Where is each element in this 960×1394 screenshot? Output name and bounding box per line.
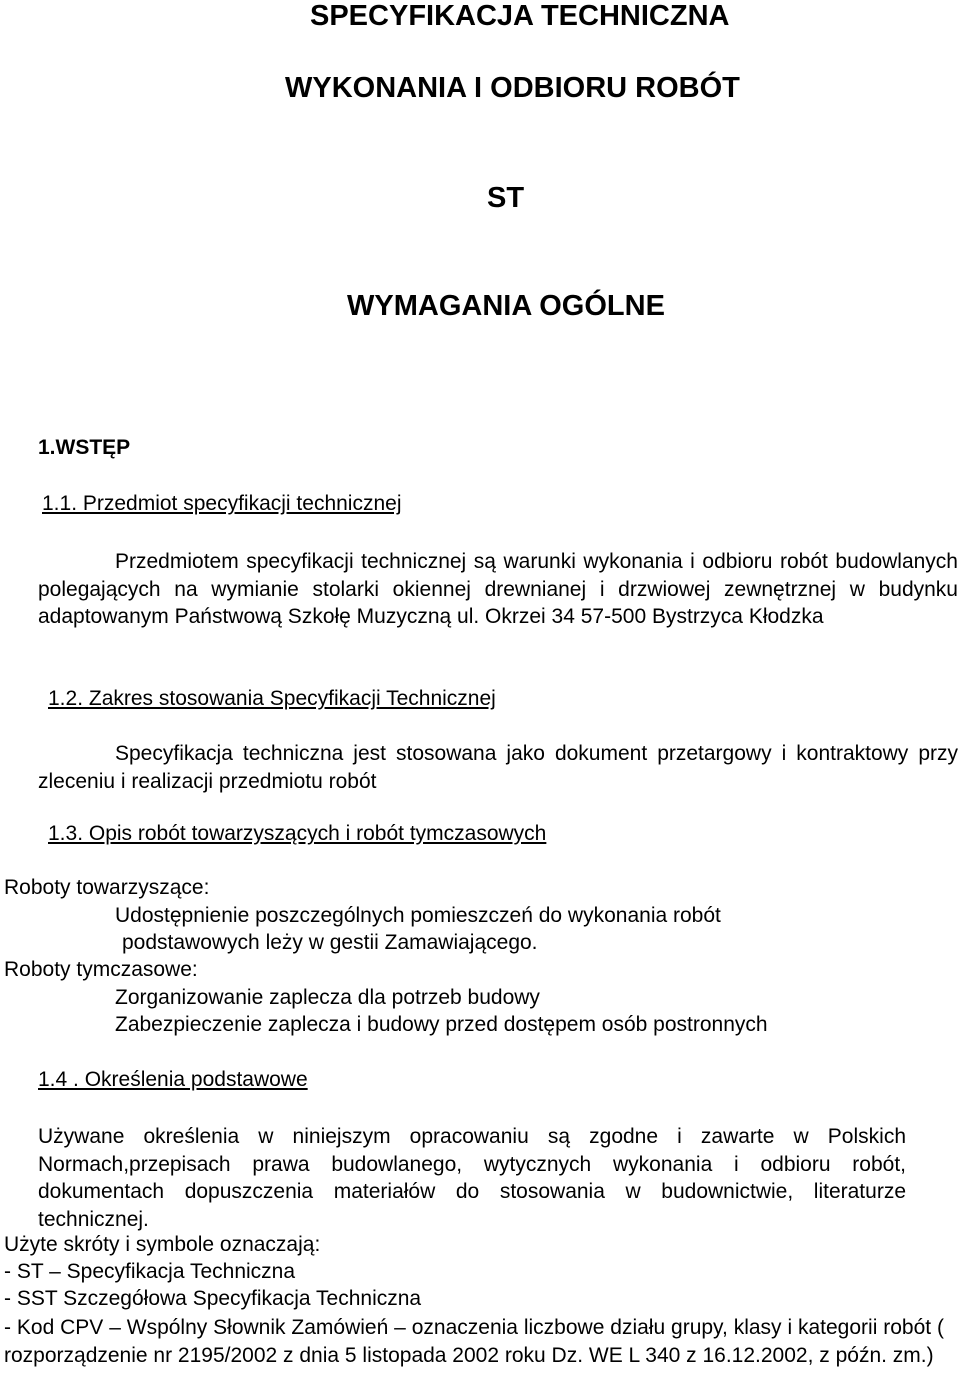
temporary-works-item: Zabezpieczenie zaplecza i budowy przed dostępem osób postronnych — [115, 1013, 768, 1036]
accompanying-works-label: Roboty towarzyszące: — [4, 876, 210, 899]
temporary-works-item: Zorganizowanie zaplecza dla potrzeb budowy — [115, 986, 540, 1009]
temporary-works-label: Roboty tymczasowe: — [4, 958, 198, 981]
document-title: SPECYFIKACJA TECHNICZNA — [310, 0, 730, 32]
subsection-heading-1-4: 1.4 . Określenia podstawowe — [38, 1068, 308, 1091]
subsection-body-1-4: Używane określenia w niniejszym opracowaniu są zgodne i zawarte w Polskich Normach,przepisach prawa budowlanego, wytycznych wykonania i odbioru robót, dokumentach dopuszczenia materiałów do stosowania w budownictwie, literaturze technicznej. — [38, 1125, 906, 1231]
accompanying-works-line1: Udostępnienie poszczególnych pomieszczeń do wykonania robót — [115, 904, 721, 927]
document-code: ST — [487, 182, 525, 214]
subsection-body-1-2: Specyfikacja techniczna jest stosowana jako dokument przetargowy i kontraktowy przy zleceniu i realizacji przedmiotu robót — [38, 742, 958, 793]
section-heading-introduction: 1.WSTĘP — [38, 436, 131, 459]
abbreviation-item-cpv: - Kod CPV – Wspólny Słownik Zamówień – oznaczenia liczbowe działu grupy, klasy i kategorii robót ( rozporządzenie nr 2195/2002 z dnia 5 listopada 2002 roku Dz. WE L 340 z 16.12.2002, z późn. zm.) — [4, 1316, 944, 1367]
document-title-line2: WYKONANIA I ODBIORU ROBÓT — [285, 72, 740, 104]
abbreviation-item: - ST – Specyfikacja Techniczna — [4, 1260, 296, 1283]
accompanying-works-line2: podstawowych leży w gestii Zamawiającego. — [122, 931, 538, 954]
abbreviation-item: - SST Szczegółowa Specyfikacja Techniczna — [4, 1287, 422, 1310]
subsection-body-1-1: Przedmiotem specyfikacji technicznej są warunki wykonania i odbioru robót budowlanych polegających na wymianie stolarki okiennej drewnianej i drzwiowej zewnętrznej w budynku adaptowanym Państwową Szkołę Muzyczną ul. Okrzei 34 57-500 Bystrzyca Kłodzka — [38, 550, 958, 628]
abbreviations-intro: Użyte skróty i symbole oznaczają: — [4, 1233, 321, 1256]
subsection-heading-1-1: 1.1. Przedmiot specyfikacji technicznej — [42, 492, 402, 515]
document-subtitle: WYMAGANIA OGÓLNE — [347, 290, 665, 322]
subsection-heading-1-2: 1.2. Zakres stosowania Specyfikacji Technicznej — [48, 687, 496, 710]
subsection-heading-1-3: 1.3. Opis robót towarzyszących i robót tymczasowych — [48, 822, 547, 845]
